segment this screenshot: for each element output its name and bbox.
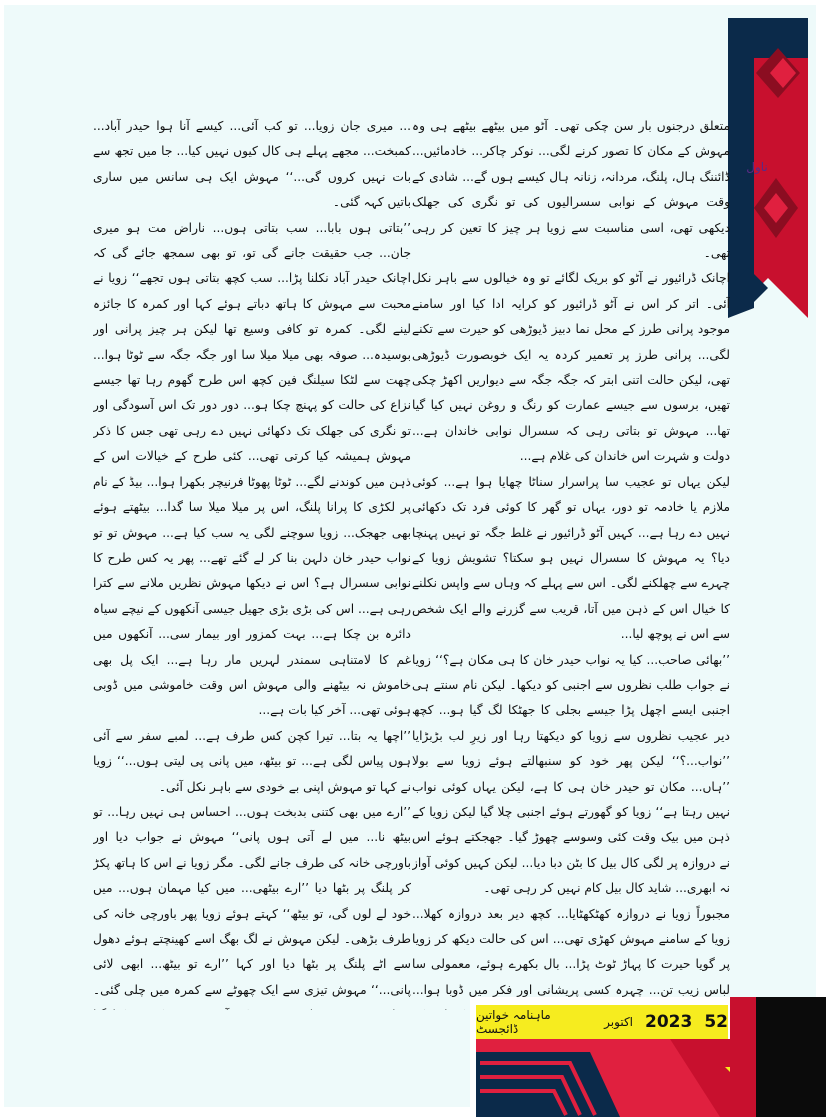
page-number: 52 <box>704 1012 728 1032</box>
paragraph: ... میری جان زویا... تو کب آئی... کیسے آنا ہوا حیدر آباد... کمبخت... مجھے پہلے ہی کال کیوں نہیں کیا... جا میں تجھ سے بات نہیں کروں گی...‘‘ مہوش ایک ہی سانس میں ساری باتیں کہہ گئی۔ <box>93 119 411 210</box>
paragraph: اچانک ڈرائیور نے آٹو کو بریک لگائے تو وہ خیالوں سے باہر نکل آئی۔ اتر کر اس نے آٹو ڈرائیور کو کرایہ ادا کیا اور سامنے موجود پرانی طرز کے محل نما دبیز ڈیوڑھی کو حیرت سے تکنے لگی... پرانی طرز پر تعمیر کردہ یہ ایک خوبصورت ڈیوڑھی تھی، لیکن حالت اتنی ابتر کہ جگہ جگہ سے دیواریں اکھڑ چکی تھیں، برسوں سے جیسے عمارت کو رنگ و روغن نہیں کیا گیا تھا... مہوش تو بتاتی رہی کہ سسرال نوابی خاندان ہے... دولت و شہرت اس خاندان کی غلام ہے... <box>412 271 730 464</box>
issue-month: اکتوبر <box>604 1015 633 1029</box>
magazine-name: ماہنامہ خواتین ڈائجسٹ <box>476 1008 551 1036</box>
paragraph: ’’بھائی صاحب... کیا یہ نواب حیدر خان کا ہی مکان ہے؟‘‘ زویا نے جواب طلب نظروں سے اجنبی کو دیکھا۔ لیکن نام سنتے ہی اجنبی ایسے اچھل پڑا جیسے بجلی کا جھٹکا لگ گیا ہو... کچھ دیر عجیب نظروں سے زویا کو دیکھتا رہا اور زیرِ لب بڑبڑایا ’’نواب...؟‘‘ لیکن پھر خود کو سنبھالتے ہوئے زویا سے بولا ’’ہاں... مکان تو حیدر خان ہی کا ہے، لیکن یہاں کوئی نواب نہیں رہتا ہے‘‘ زویا کو گھورتے ہوئے اجنبی چلا گیا لیکن زویا کے ذہن میں بیک وقت کئی وسوسے چھوڑ گیا۔ جھجکتے ہوئے اس نے دروازہ پر لگی کال بیل کا بٹن دبا دیا... لیکن کہیں کوئی آواز نہ ابھری... شاید کال بیل کام نہیں کر رہی تھی۔ <box>412 652 730 896</box>
paragraph: مجبوراً زویا نے دروازہ کھٹکھٹایا... کچھ دیر بعد دروازہ کھلا... زویا کے سامنے مہوش کھڑی تھی... اس کی حالت دیکھ کر زویا پر گویا حیرت کا پہاڑ ٹوٹ پڑا... بال بکھرے ہوئے، معمولی سا لباس زیب تن... چہرہ کسی پریشانی اور فکر میں ڈوبا ہوا... <box>412 906 730 997</box>
footer-bar <box>476 1005 728 1039</box>
text-column-left <box>93 114 411 1010</box>
paragraph: لیکن یہاں تو عجیب سا پراسرار سناٹا چھایا ہوا ہے... کوئی ملازم یا خادمہ تو دور، یہاں تو گھر کا کوئی فرد تک دکھائی نہیں دے رہا ہے... کہیں آٹو ڈرائیور نے غلط جگہ تو نہیں پہنچا دیا؟ یہ مہوش کا سسرال نہیں ہو سکتا؟ تشویش زویا کے چہرے سے چھلکنے لگی۔ اس سے پہلے کہ وہاں سے واپس نکلنے کا خیال اس کے ذہن میں آتا، قریب سے گزرنے والے ایک شخص سے اس نے پوچھ لیا... <box>412 474 730 642</box>
paragraph: ’’اچھا یہ بتا... تیرا کچن کس طرف ہے... لمبے سفر سے آئی ہوں پیاس لگی ہے... تو بیٹھ، میں پانی پی لیتی ہوں...‘‘ زویا نے کہا تو مہوش اپنی بے خودی سے باہر نکل آئی۔ <box>93 728 411 794</box>
issue-year: 2023 <box>645 1012 693 1032</box>
paragraph: ’’ارے میں بھی کتنی بدبخت ہوں... احساس ہی نہیں رہا... تو بیٹھ نا... میں لے آتی ہوں پانی‘‘ مہوش نے جواب دیا اور باورچی خانہ کی طرف جانے لگی۔ مگر زویا نے اس کا ہاتھ پکڑ کر پلنگ پر بٹھا دیا ’’ارے بیٹھی... میں کیا مہمان ہوں... میں خود لے لوں گی، تو بیٹھ‘‘ کہتے ہوئے زویا پھر باورچی خانہ کی طرف بڑھی۔ لیکن مہوش نے لگ بھگ اسے کھینچتے ہوئے دھول سے اٹے پلنگ پر بٹھا دیا اور کہا ’’ارے تو بیٹھ... ابھی لائی پانی...‘‘ مہوش تیزی سے ایک چھوٹے سے کمرہ میں چلی گئی۔ <box>93 804 411 997</box>
paragraph: متعلق درجنوں بار سن چکی تھی۔ آٹو میں بیٹھے بیٹھے ہی وہ مہوش کے مکان کا تصور کرنے لگی... نوکر چاکر... خادمائیں... ڈائننگ ہال، پلنگ، مردانہ، زنانہ ہال کیسے ہوں گے... شادی کے وقت مہوش کے نوابی سسرالیوں کی تو نگری کی جھلک دیکھی تھی، اسی مناسبت سے زویا ہر چیز کا تعین کر رہی تھی۔ <box>412 119 730 261</box>
series-title: ناول <box>746 160 768 174</box>
text-column-right <box>412 114 730 1010</box>
paragraph: ’’بتاتی ہوں بابا... سب بتاتی ہوں... ناراض مت ہو میری جان... جب حقیقت جانے گی تو، تو بھی سمجھ جائے گی کہ اچانک حیدر آباد نکلنا پڑا... سب کچھ بتاتی ہوں تجھے‘‘ زویا نے محبت سے مہوش کا ہاتھ دباتے ہوئے کہا اور کمرہ کا جائزہ لینے لگی۔ کمرہ تو کافی وسیع تھا لیکن ہر چیز پرانی اور بوسیدہ... صوفہ بھی میلا میلا سا اور جگہ جگہ سے ٹوٹا ہوا... چھت سے لٹکا سیلنگ فین کچھ اس طرح گھوم رہا تھا جیسے نزاع کی حالت کو پہنچ چکا ہو... دور دور تک اس آسودگی اور تو نگری کی جھلک تک دکھائی نہیں دے رہی تھی جس کا ذکر مہوش ہمیشہ کیا کرتی تھی... کئی طرح کے خیالات اس کے ذہن میں کوندنے لگے... ٹوٹا پھوٹا فرنیچر بکھرا ہوا... بیڈ کے نام پر لکڑی کا پرانا پلنگ، اس پر میلا میلا سا گدا... بیٹھتے ہوئے بھی جھجک... زویا سوچنے لگی یہ سب کیا ہے... مہوش تو تو نواب حیدر خان دلہن بنا کر لے گئے تھے... پھر یہ کس طرح کا نوابی سسرال ہے؟ اس نے دیکھا مہوش نظریں ملانے سے کترا رہی ہے... اس کی بڑی بڑی جھیل جیسی آنکھوں کے نیچے سیاہ دائرہ بن چکا ہے... بہت کمزور اور بیمار سی... آنکھوں میں غم کا لامتناہی سمندر لہریں مار رہا ہے... ایک پل بھی خاموش نہ بیٹھنے والی مہوش اس وقت خاموشی میں ڈوبی ہوئی تھی... آخر کیا بات ہے... <box>93 220 411 718</box>
